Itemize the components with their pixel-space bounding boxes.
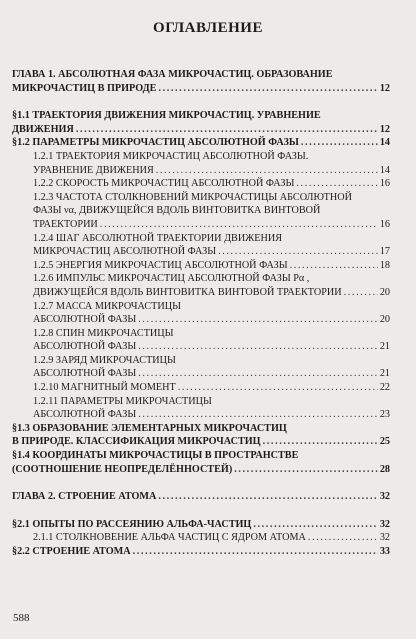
toc-entry-section-1-2[interactable] bbox=[12, 136, 390, 150]
toc-entry-1-2-4[interactable] bbox=[12, 245, 390, 259]
toc-entry-section-1-4[interactable] bbox=[12, 463, 390, 477]
toc-entry-text: ДВИЖУЩЕЙСЯ ВДОЛЬ ВИНТОВИТКА ВИНТОВОЙ ТРАЕКТОРИИ bbox=[33, 286, 342, 298]
leader-dots bbox=[138, 313, 378, 327]
toc-page-number: 21 bbox=[379, 368, 390, 380]
leader-dots bbox=[158, 490, 377, 504]
toc-entry-text: УРАВНЕНИЕ ДВИЖЕНИЯ bbox=[33, 164, 154, 176]
toc-page-number: 18 bbox=[379, 259, 390, 271]
toc-entry-1-2-11[interactable] bbox=[12, 408, 390, 422]
toc-page-number: 33 bbox=[379, 546, 390, 557]
leader-dots bbox=[301, 136, 378, 150]
leader-dots bbox=[290, 259, 378, 273]
toc-entry-1-2-9[interactable] bbox=[12, 367, 390, 381]
toc-page-number: 23 bbox=[379, 409, 390, 421]
toc-subsection-1-2-1-title: 1.2.1 ТРАЕКТОРИЯ МИКРОЧАСТИЦ АБСОЛЮТНОЙ ФАЗЫ. bbox=[33, 150, 309, 162]
leader-dots bbox=[253, 518, 377, 532]
leader-dots bbox=[234, 463, 378, 477]
toc-entry-section-2-1[interactable] bbox=[12, 518, 390, 532]
leader-dots bbox=[138, 367, 378, 381]
leader-dots bbox=[218, 245, 378, 259]
toc-page-number: 32 bbox=[379, 532, 390, 544]
toc-page-number: 12 bbox=[379, 123, 390, 135]
toc-page-number: 28 bbox=[379, 463, 390, 475]
toc-entry-text: 1.2.10 МАГНИТНЫЙ МОМЕНТ bbox=[33, 382, 176, 394]
toc-page-number: 14 bbox=[379, 164, 390, 176]
toc-subsection-1-2-6-title: 1.2.6 ИМПУЛЬС МИКРОЧАСТИЦ АБСОЛЮТНОЙ ФАЗЫ Pα , bbox=[33, 273, 310, 285]
leader-dots bbox=[308, 531, 378, 545]
toc-entry-text: ТРАЕКТОРИИ bbox=[33, 218, 98, 230]
toc-entry-text: 1.2.2 СКОРОСТЬ МИКРОЧАСТИЦ АБСОЛЮТНОЙ ФАЗЫ bbox=[33, 178, 295, 190]
toc-entry-1-2-10[interactable] bbox=[12, 381, 390, 395]
leader-dots bbox=[178, 381, 378, 395]
toc-entry-text: МИКРОЧАСТИЦ В ПРИРОДЕ bbox=[12, 82, 157, 94]
toc-entry-1-2-6[interactable] bbox=[12, 286, 390, 300]
toc-entry-text: 1.2.5 ЭНЕРГИЯ МИКРОЧАСТИЦ АБСОЛЮТНОЙ ФАЗЫ bbox=[33, 259, 288, 271]
toc-entry-text: В ПРИРОДЕ. КЛАССИФИКАЦИЯ МИКРОЧАСТИЦ bbox=[12, 436, 261, 448]
toc-entry-text: АБСОЛЮТНОЙ ФАЗЫ bbox=[33, 409, 137, 421]
toc-entry-text: АБСОЛЮТНОЙ ФАЗЫ bbox=[33, 341, 137, 353]
toc-entry-chapter-1[interactable] bbox=[12, 82, 390, 96]
toc-page-number: 12 bbox=[379, 82, 390, 94]
leader-dots bbox=[100, 218, 378, 232]
leader-dots bbox=[156, 164, 378, 178]
toc-subsection-1-2-3-title: 1.2.3 ЧАСТОТА СТОЛКНОВЕНИЙ МИКРОЧАСТИЦЫ АБСОЛЮТНОЙ bbox=[33, 191, 352, 203]
toc-entry-text: АБСОЛЮТНОЙ ФАЗЫ bbox=[33, 368, 137, 380]
toc-page-number: 20 bbox=[379, 314, 390, 326]
toc-subsection-1-2-3-title-2: ФАЗЫ να, ДВИЖУЩЕЙСЯ ВДОЛЬ ВИНТОВИТКА ВИНТОВОЙ bbox=[33, 205, 321, 217]
page-number: 588 bbox=[13, 612, 30, 624]
toc-page-number: 20 bbox=[379, 286, 390, 298]
toc-entry-text: АБСОЛЮТНОЙ ФАЗЫ bbox=[33, 314, 137, 326]
toc-entry-text: ГЛАВА 2. СТРОЕНИЕ АТОМА bbox=[12, 491, 157, 503]
toc-entry-text: МИКРОЧАСТИЦ АБСОЛЮТНОЙ ФАЗЫ bbox=[33, 246, 217, 258]
toc-entry-text: ДВИЖЕНИЯ bbox=[12, 123, 74, 135]
leader-dots bbox=[158, 82, 377, 96]
toc-section-1-1-title: §1.1 ТРАЕКТОРИЯ ДВИЖЕНИЯ МИКРОЧАСТИЦ. УРАВНЕНИЕ bbox=[12, 110, 321, 122]
toc-entry-chapter-2[interactable] bbox=[12, 490, 390, 504]
toc-entry-section-1-3[interactable] bbox=[12, 435, 390, 449]
toc-entry-1-2-1[interactable] bbox=[12, 164, 390, 178]
toc-page-number: 22 bbox=[379, 382, 390, 394]
page-title: ОГЛАВЛЕНИЕ bbox=[153, 20, 263, 36]
toc-page-number: 17 bbox=[379, 246, 390, 258]
toc-chapter-1-title: ГЛАВА 1. АБСОЛЮТНАЯ ФАЗА МИКРОЧАСТИЦ. ОБРАЗОВАНИЕ bbox=[12, 69, 333, 80]
toc-entry-1-2-7[interactable] bbox=[12, 313, 390, 327]
toc-section-1-4-title: §1.4 КООРДИНАТЫ МИКРОЧАСТИЦЫ В ПРОСТРАНСТВЕ bbox=[12, 450, 299, 462]
toc-entry-text: (СООТНОШЕНИЕ НЕОПРЕДЕЛЁННОСТЕЙ) bbox=[12, 463, 233, 475]
toc-entry-1-2-3[interactable] bbox=[12, 218, 390, 232]
toc-page-number: 16 bbox=[379, 218, 390, 230]
toc-entry-section-1-1[interactable] bbox=[12, 123, 390, 137]
table-of-contents bbox=[12, 68, 390, 559]
leader-dots bbox=[263, 435, 378, 449]
toc-entry-1-2-2[interactable] bbox=[12, 177, 390, 191]
leader-dots bbox=[138, 340, 378, 354]
toc-page-number: 25 bbox=[379, 436, 390, 448]
toc-subsection-1-2-11-title: 1.2.11 ПАРАМЕТРЫ МИКРОЧАСТИЦЫ bbox=[33, 395, 212, 407]
toc-subsection-1-2-8-title: 1.2.8 СПИН МИКРОЧАСТИЦЫ bbox=[33, 327, 174, 339]
toc-page-number: 14 bbox=[379, 137, 390, 149]
leader-dots bbox=[133, 545, 378, 559]
toc-page-number: 16 bbox=[379, 178, 390, 190]
toc-entry-section-2-2[interactable] bbox=[12, 545, 390, 559]
toc-subsection-1-2-7-title: 1.2.7 МАССА МИКРОЧАСТИЦЫ bbox=[33, 300, 182, 312]
toc-entry-text: §2.2 СТРОЕНИЕ АТОМА bbox=[12, 546, 131, 557]
leader-dots bbox=[138, 408, 378, 422]
toc-entry-1-2-5[interactable] bbox=[12, 259, 390, 273]
leader-dots bbox=[76, 123, 378, 137]
toc-entry-text: 2.1.1 СТОЛКНОВЕНИЕ АЛЬФА ЧАСТИЦ С ЯДРОМ АТОМА bbox=[33, 532, 306, 544]
toc-subsection-1-2-4-title: 1.2.4 ШАГ АБСОЛЮТНОЙ ТРАЕКТОРИИ ДВИЖЕНИЯ bbox=[33, 232, 283, 244]
toc-page-number: 21 bbox=[379, 341, 390, 353]
toc-page-number: 32 bbox=[379, 491, 390, 503]
toc-entry-2-1-1[interactable] bbox=[12, 531, 390, 545]
toc-page-number: 32 bbox=[379, 518, 390, 530]
toc-section-1-3-title: §1.3 ОБРАЗОВАНИЕ ЭЛЕМЕНТАРНЫХ МИКРОЧАСТИЦ bbox=[12, 422, 287, 434]
toc-entry-1-2-8[interactable] bbox=[12, 340, 390, 354]
toc-entry-text: §2.1 ОПЫТЫ ПО РАССЕЯНИЮ АЛЬФА-ЧАСТИЦ bbox=[12, 518, 252, 530]
leader-dots bbox=[296, 177, 377, 191]
toc-entry-text: §1.2 ПАРАМЕТРЫ МИКРОЧАСТИЦ АБСОЛЮТНОЙ ФАЗЫ bbox=[12, 137, 299, 149]
leader-dots bbox=[344, 286, 378, 300]
toc-subsection-1-2-9-title: 1.2.9 ЗАРЯД МИКРОЧАСТИЦЫ bbox=[33, 354, 176, 366]
